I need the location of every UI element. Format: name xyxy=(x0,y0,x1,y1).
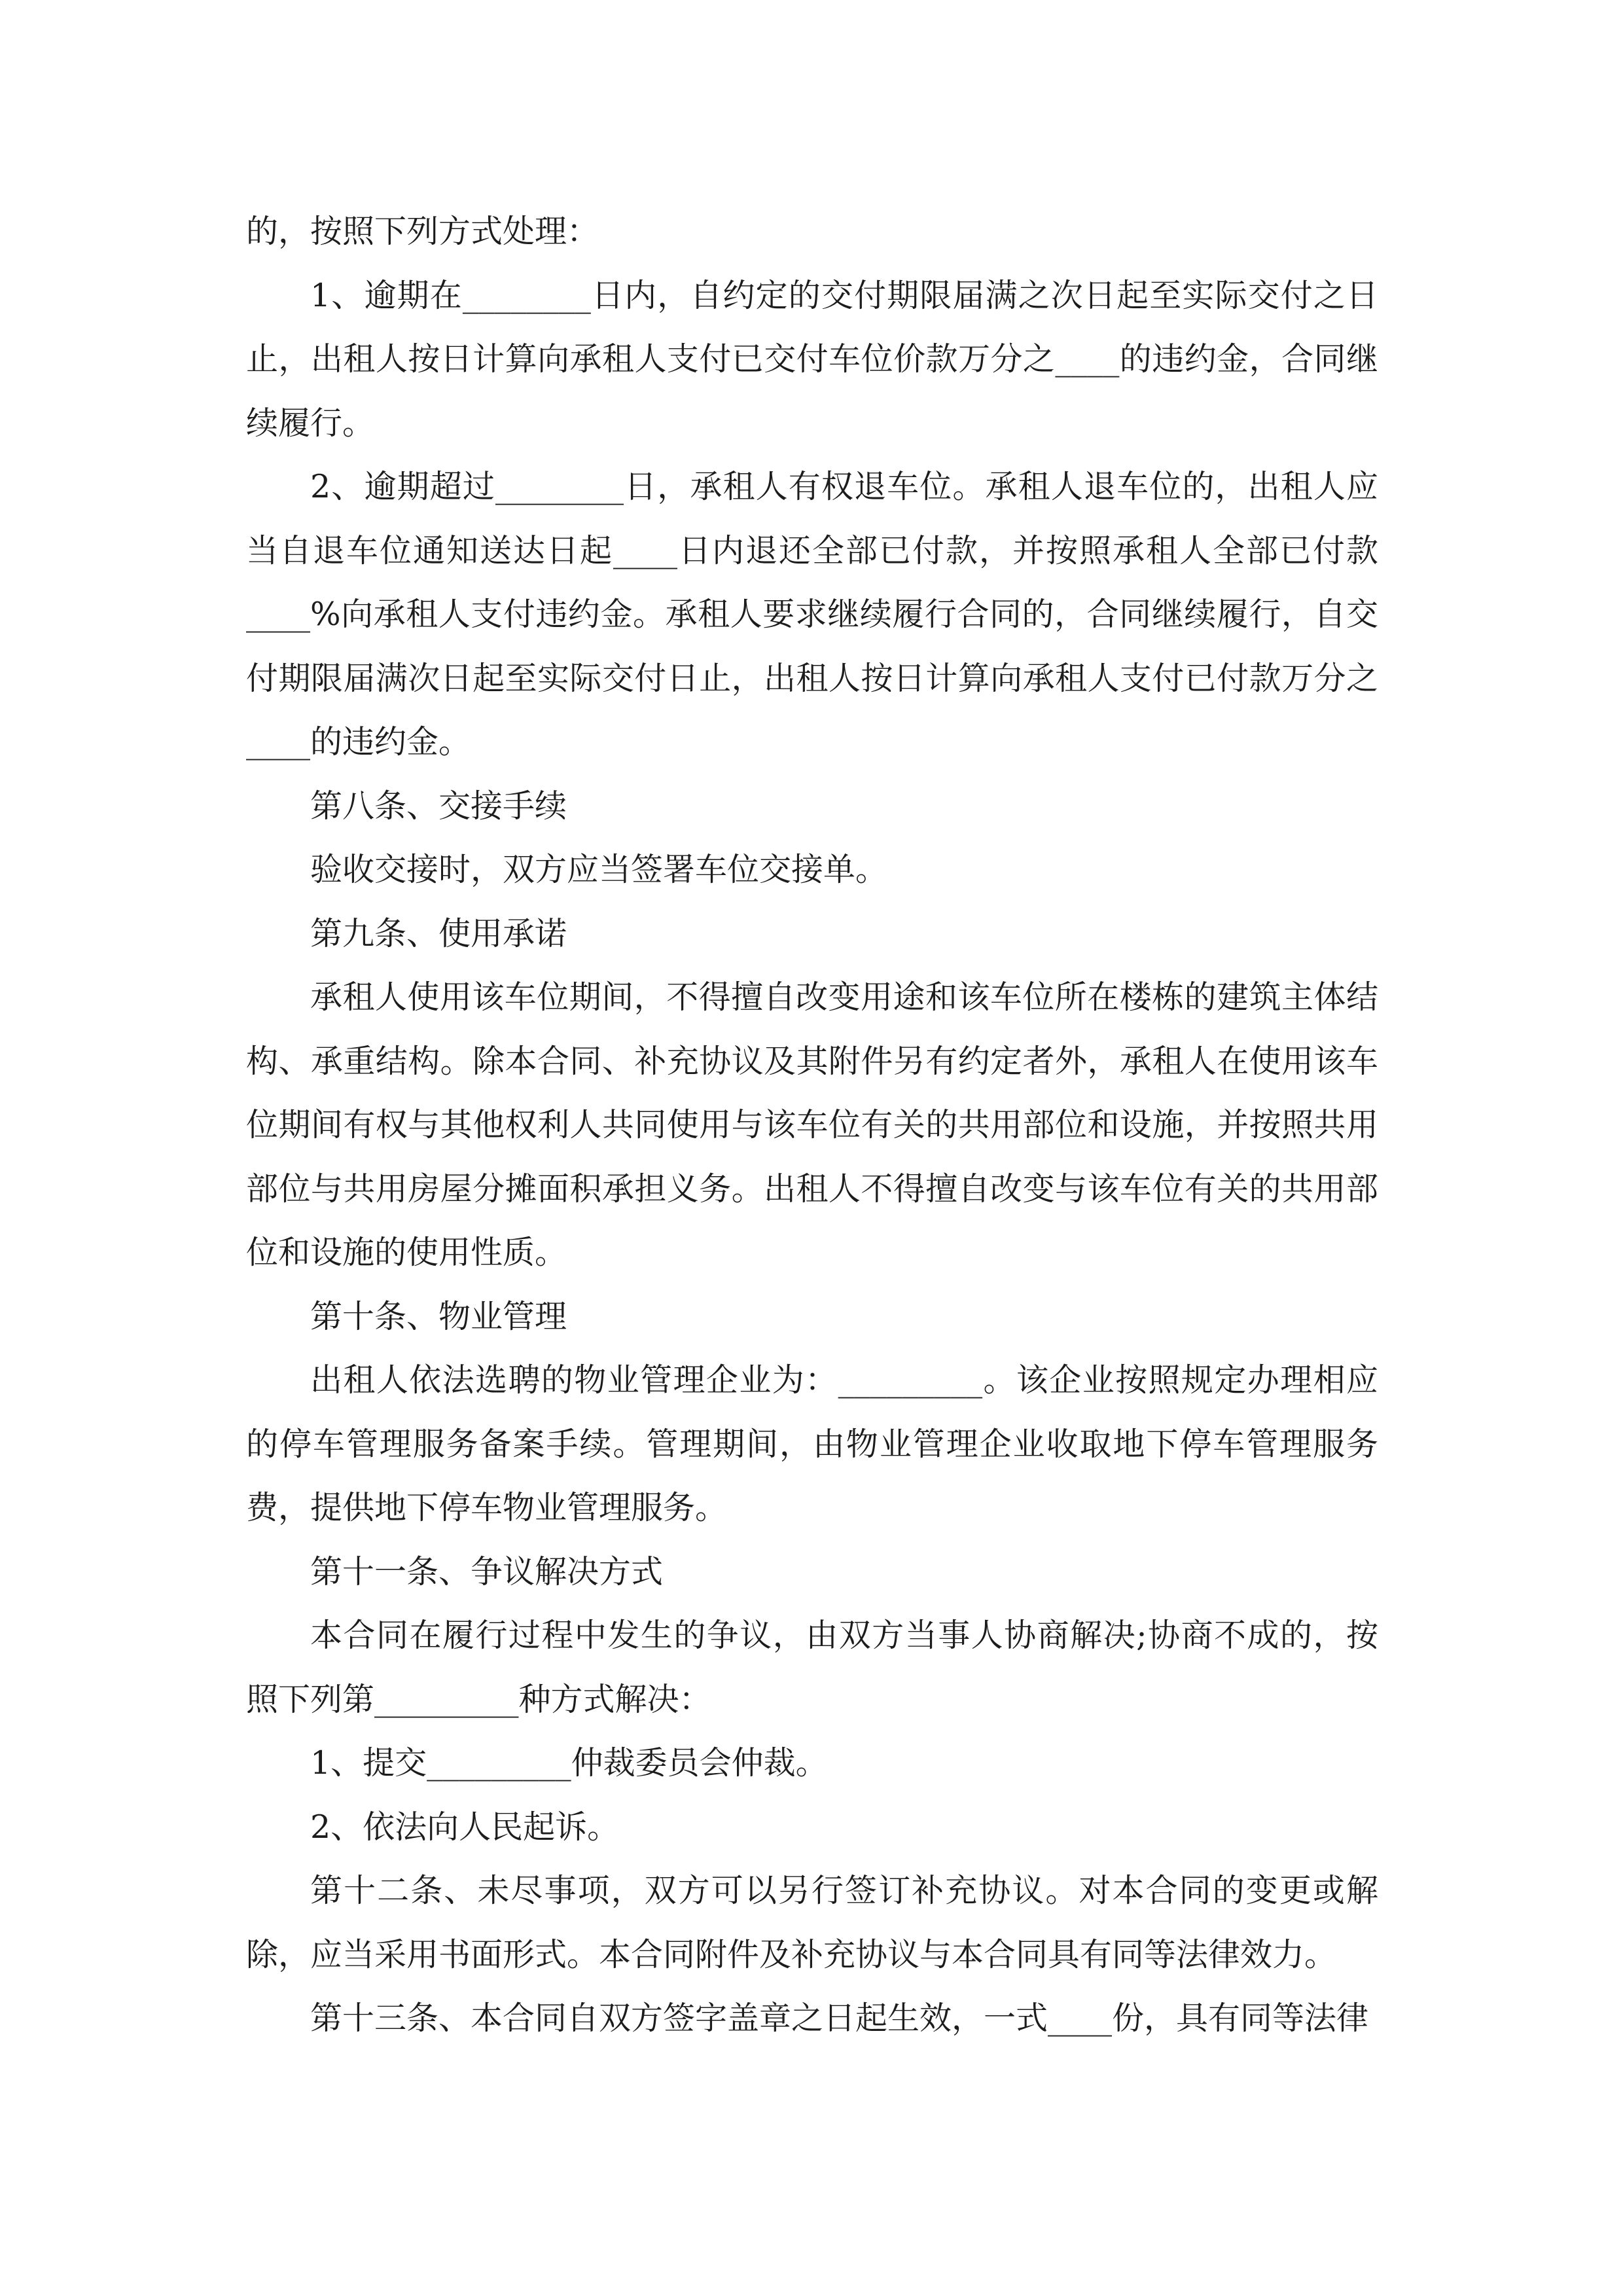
contract-body-text xyxy=(246,200,1378,2051)
heading-article-9: 第九条、使用承诺 xyxy=(310,914,567,952)
heading-article-11: 第十一条、争议解决方式 xyxy=(310,1552,664,1590)
paragraph-continuation: 的，按照下列方式处理： xyxy=(246,213,599,250)
paragraph-article-9: 承租人使用该车位期间，不得擅自改变用途和该车位所在楼栋的建筑主体结构、承重结构。除本合同、补充协议及其附件另有约定者外，承租人在使用该车位期间有权与其他权利人共同使用与该车位有关的共用部位和设施，并按照共用部位与共用房屋分摊面积承担义务。出租人不得擅自改变与该车位有关的共用部位和设施的使用性质。 xyxy=(246,978,1378,1271)
paragraph-article-11-option-1: 1、提交_________仲裁委员会仲裁。 xyxy=(310,1744,828,1782)
paragraph-article-11-option-2: 2、依法向人民起诉。 xyxy=(310,1808,620,1846)
paragraph-article-8: 验收交接时，双方应当签署车位交接单。 xyxy=(310,851,888,888)
paragraph-article-13: 第十三条、本合同自双方签字盖章之日起生效，一式____份，具有同等法律 xyxy=(310,2000,1369,2037)
paragraph-article-11: 本合同在履行过程中发生的争议，由双方当事人协商解决;协商不成的，按照下列第_________种方式解决： xyxy=(246,1617,1378,1718)
paragraph-overdue-clause-2: 2、逾期超过________日，承租人有权退车位。承租人退车位的，出租人应当自退车位通知送达日起____日内退还全部已付款，并按照承租人全部已付款____%向承租人支付违约金。承租人要求继续履行合同的，合同继续履行，自交付期限届满次日起至实际交付日止，出租人按日计算向承租人支付已付款万分之____的违约金。 xyxy=(246,468,1378,761)
heading-article-10: 第十条、物业管理 xyxy=(310,1297,567,1335)
paragraph-article-12: 第十二条、未尽事项，双方可以另行签订补充协议。对本合同的变更或解除，应当采用书面形式。本合同附件及补充协议与本合同具有同等法律效力。 xyxy=(246,1872,1378,1973)
heading-article-8: 第八条、交接手续 xyxy=(310,787,567,825)
paragraph-article-10: 出租人依法选聘的物业管理企业为：_________。该企业按照规定办理相应的停车管理服务备案手续。管理期间，由物业管理企业收取地下停车管理服务费，提供地下停车物业管理服务。 xyxy=(246,1361,1378,1526)
paragraph-overdue-clause-1: 1、逾期在________日内，自约定的交付期限届满之次日起至实际交付之日止，出租人按日计算向承租人支付已交付车位价款万分之____的违约金，合同继续履行。 xyxy=(246,276,1378,442)
